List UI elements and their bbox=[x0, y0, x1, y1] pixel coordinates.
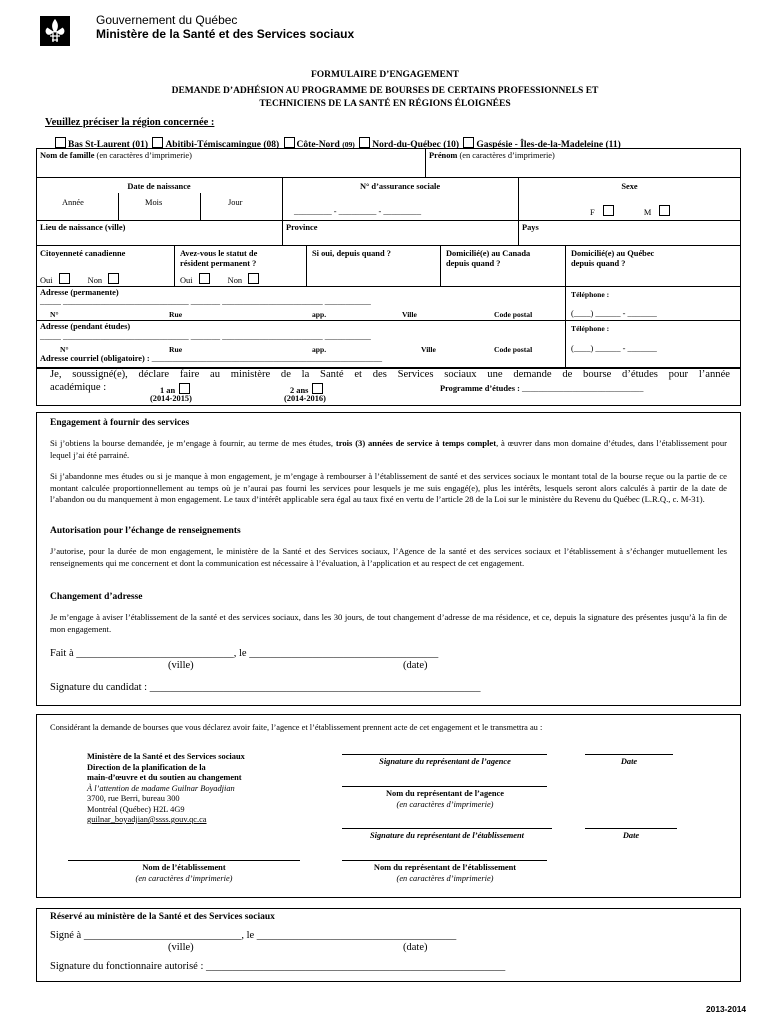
region-prompt: Veuillez préciser la région concernée : bbox=[45, 117, 215, 128]
etudes-phone-field[interactable]: (____) ______ - _______ bbox=[571, 344, 657, 353]
nas-label: N° d’assurance sociale bbox=[359, 182, 441, 191]
declaration-academique: académique : bbox=[50, 382, 107, 393]
dob-mois[interactable]: Mois bbox=[145, 198, 163, 207]
footer-year: 2013-2014 bbox=[706, 1004, 747, 1014]
nom-field[interactable] bbox=[40, 162, 420, 176]
fait-ville-hint: (ville) bbox=[168, 660, 194, 671]
checkbox-region-09[interactable] bbox=[284, 137, 295, 148]
fleur-de-lis-icon bbox=[40, 16, 70, 46]
email-label: Adresse courriel (obligatoire) : bbox=[40, 354, 150, 363]
signe-a-label: Signé à bbox=[50, 930, 82, 941]
nom-etab-hint: (en caractères d’imprimerie) bbox=[135, 874, 233, 883]
checkbox-sexe-f[interactable] bbox=[603, 205, 614, 216]
form-subtitle-2: TECHNICIENS DE LA SANTÉ EN RÉGIONS ÉLOIGNÉES bbox=[259, 99, 511, 109]
checkbox-sexe-m[interactable] bbox=[659, 205, 670, 216]
nom-agence-label: Nom du représentant de l’agence bbox=[385, 789, 504, 798]
dob-annee[interactable]: Année bbox=[62, 198, 84, 207]
an1-years: (2014-2015) bbox=[150, 394, 192, 403]
fonctionnaire-label: Signature du fonctionnaire autorisé : bbox=[50, 961, 204, 972]
checkbox-1an[interactable] bbox=[179, 383, 190, 394]
sig-agence-label: Signature du représentant de l’agence bbox=[379, 757, 511, 766]
fait-date-field[interactable]: ____________________________________ bbox=[249, 648, 439, 659]
gov-name: Gouvernement du Québec bbox=[96, 13, 238, 27]
change-heading: Changement d’adresse bbox=[50, 592, 143, 602]
nom-agence-hint: (en caractères d’imprimerie) bbox=[396, 800, 494, 809]
signe-date-hint: (date) bbox=[403, 942, 428, 953]
sig-etab-label: Signature du représentant de l’établissement bbox=[369, 831, 525, 840]
dom-canada-label: Domicilié(e) au Canada depuis quand ? bbox=[446, 249, 531, 268]
address-etudes-line[interactable]: _____ ______________________________ _______ ________________________ ___________ bbox=[40, 332, 371, 341]
form-subtitle-1: DEMANDE D’ADHÉSION AU PROGRAMME DE BOURSES DE CERTAINS PROFESSIONNELS ET bbox=[171, 86, 599, 96]
dob-jour[interactable]: Jour bbox=[228, 198, 243, 207]
etudes-app: app. bbox=[312, 345, 327, 354]
perm-no: N° bbox=[50, 310, 59, 319]
fait-date-hint: (date) bbox=[403, 660, 428, 671]
form-title: FORMULAIRE D’ENGAGEMENT bbox=[310, 70, 460, 80]
address-etudes-label: Adresse (pendant études) bbox=[40, 322, 131, 331]
signature-candidat-field[interactable]: _______________________________________________________________ bbox=[149, 682, 481, 693]
checkbox-resident-non[interactable] bbox=[248, 273, 259, 284]
signe-ville-field[interactable]: ______________________________ bbox=[83, 930, 242, 941]
fonctionnaire-field[interactable]: _________________________________________________________ bbox=[206, 961, 506, 972]
dom-quebec-label: Domicilié(e) au Québec depuis quand ? bbox=[571, 249, 655, 268]
perm-code: Code postal bbox=[494, 310, 533, 319]
engagement-p1: Si j’obtiens la bourse demandée, je m’engage à fournir, au terme de mes études, trois (3) années de service à temps complet, à œuvrer dans mon domaine d’études, dans l’établissement pour lequel j’ai été parrainé. bbox=[50, 438, 728, 460]
resident-label: Avez-vous le statut de résident permanent ? bbox=[180, 249, 258, 268]
nom-label: Nom de famille bbox=[40, 151, 95, 160]
auth-heading: Autorisation pour l’échange de renseignements bbox=[50, 526, 241, 536]
an2-label: 2 ans bbox=[290, 386, 309, 395]
checkbox-region-08[interactable] bbox=[152, 137, 163, 148]
dob-label: Date de naissance bbox=[127, 182, 191, 191]
email-field[interactable]: _______________________________________________________ bbox=[151, 354, 383, 363]
etudes-code: Code postal bbox=[494, 345, 533, 354]
checkbox-region-10[interactable] bbox=[359, 137, 370, 148]
checkbox-region-01[interactable] bbox=[55, 137, 66, 148]
address-perm-line[interactable]: _____ ______________________________ _______ ________________________ ___________ bbox=[40, 297, 371, 306]
perm-phone-field[interactable]: (____) ______ - _______ bbox=[571, 309, 657, 318]
perm-app: app. bbox=[312, 310, 327, 319]
nom-etab-label: Nom de l’établissement bbox=[142, 863, 226, 872]
checkbox-citoyen-non[interactable] bbox=[108, 273, 119, 284]
citoyennete-label: Citoyenneté canadienne bbox=[40, 249, 126, 258]
nas-field[interactable]: _________ - _________ - _________ bbox=[294, 207, 422, 216]
reserved-heading: Réservé au ministère de la Santé et des Services sociaux bbox=[50, 912, 275, 922]
change-paragraph: Je m’engage à aviser l’établissement de la santé et des services sociaux, dans les 30 jours, de tout changement d’adresse de ma résidence, et ce, depuis la signature des présentes jusqu’à la fin de mon engagement. bbox=[50, 612, 727, 634]
perm-ville: Ville bbox=[402, 310, 417, 319]
sexe-label: Sexe bbox=[621, 182, 638, 191]
region-options: Bas St-Laurent (01) Abitibi-Témiscamingue (08) Côte-Nord (09) Nord-du-Québec (10) Gaspésie - Îles-de-la-Madeleine (11) bbox=[53, 137, 621, 150]
an2-years: (2014-2016) bbox=[284, 394, 326, 403]
nom-hint: (en caractères d’imprimerie) bbox=[96, 151, 192, 160]
perm-rue: Rue bbox=[169, 310, 183, 319]
date1-label: Date bbox=[620, 757, 638, 766]
etudes-no: N° bbox=[60, 345, 69, 354]
engagement-p2: Si j’abandonne mes études ou si je manque à mon engagement, je m’engage à rembourser à l’établissement de santé et des services sociaux le montant total de la bourse reçue ou la partie de ce montant calculée proportionnellement au temps où je n’aurai pas fourni les services pour lesquels je me suis engagé(e), plus les intérêts, lesquels seront alors calculés à partir de la date de l’abandon ou du manquement à mon engagement. Le taux d’intérêt applicable sera égal au taux fixé en vertu de l’article 28 de la Loi sur le ministère du Revenu du Québec (L.R.Q., c. M-31). bbox=[50, 471, 727, 505]
signature-candidat-label: Signature du candidat : bbox=[50, 682, 148, 693]
nom-rep-etab-label: Nom du représentant de l’établissement bbox=[373, 863, 517, 872]
an1-label: 1 an bbox=[160, 386, 176, 395]
prenom-label: Prénom bbox=[429, 151, 458, 160]
auth-paragraph: J’autorise, pour la durée de mon engagement, le ministère de la Santé et des Services sociaux, l’Agence de la santé et des services sociaux et l’établissement à s’échanger mutuellement les renseignements qui me concernent et dont la communication est nécessaire à l’évaluation, à l’application et au respect de cet engagement. bbox=[50, 546, 727, 568]
declaration-text: Je, soussigné(e), déclare faire au ministère de la Santé et des Services sociaux une demande de bourse d’études pour l’année bbox=[50, 369, 730, 380]
etudes-rue: Rue bbox=[169, 345, 183, 354]
checkbox-region-11[interactable] bbox=[463, 137, 474, 148]
prenom-hint: (en caractères d’imprimerie) bbox=[459, 151, 555, 160]
etudes-ville: Ville bbox=[421, 345, 436, 354]
pays-label: Pays bbox=[522, 223, 539, 232]
ministry-name: Ministère de la Santé et des Services sociaux bbox=[96, 27, 355, 41]
address-perm-label: Adresse (permanente) bbox=[40, 288, 119, 297]
signe-ville-hint: (ville) bbox=[168, 942, 194, 953]
nom-rep-etab-hint: (en caractères d’imprimerie) bbox=[396, 874, 494, 883]
ministry-email-link[interactable]: guilnar_boyadjian@ssss.gouv.qc.ca bbox=[87, 815, 207, 824]
fait-ville-field[interactable]: ______________________________ bbox=[76, 648, 234, 659]
signe-le-label: , le bbox=[241, 930, 255, 941]
date2-label: Date bbox=[622, 831, 640, 840]
prenom-field[interactable] bbox=[429, 162, 737, 176]
quebec-logo bbox=[40, 16, 70, 46]
programme-label: Programme d’études : bbox=[440, 384, 520, 393]
province-label: Province bbox=[286, 223, 318, 232]
sexe-m-label: M bbox=[643, 208, 652, 217]
programme-field[interactable]: _____________________________ bbox=[521, 384, 644, 393]
ministry-address: Ministère de la Santé et des Services sociaux Direction de la planification de la main-d’œuvre et du soutien au changement À l’attention de madame Guilnar Boyadjian 3700, rue Berri, bureau 300 Montréal (Québec) H2L 4G9 guilnar_boyadjian@ssss.gouv.qc.ca bbox=[87, 752, 245, 824]
perm-phone-label: Téléphone : bbox=[571, 290, 610, 299]
lieu-label: Lieu de naissance (ville) bbox=[40, 223, 126, 232]
depuis-label: Si oui, depuis quand ? bbox=[312, 249, 391, 258]
sexe-f-label: F bbox=[590, 208, 595, 217]
fait-a-label: Fait à bbox=[50, 648, 74, 659]
agency-intro: Considérant la demande de bourses que vous déclarez avoir faite, l’agence et l’établissement prennent acte de cet engagement et le transmettra au : bbox=[50, 723, 543, 732]
checkbox-citoyen-oui[interactable] bbox=[59, 273, 70, 284]
fait-le-label: , le bbox=[233, 648, 247, 659]
etudes-phone-label: Téléphone : bbox=[571, 324, 610, 333]
engagement-heading: Engagement à fournir des services bbox=[50, 418, 190, 428]
checkbox-resident-oui[interactable] bbox=[199, 273, 210, 284]
checkbox-2ans[interactable] bbox=[312, 383, 323, 394]
signe-date-field[interactable]: ______________________________________ bbox=[256, 930, 457, 941]
sig-agence-field[interactable] bbox=[342, 740, 547, 754]
